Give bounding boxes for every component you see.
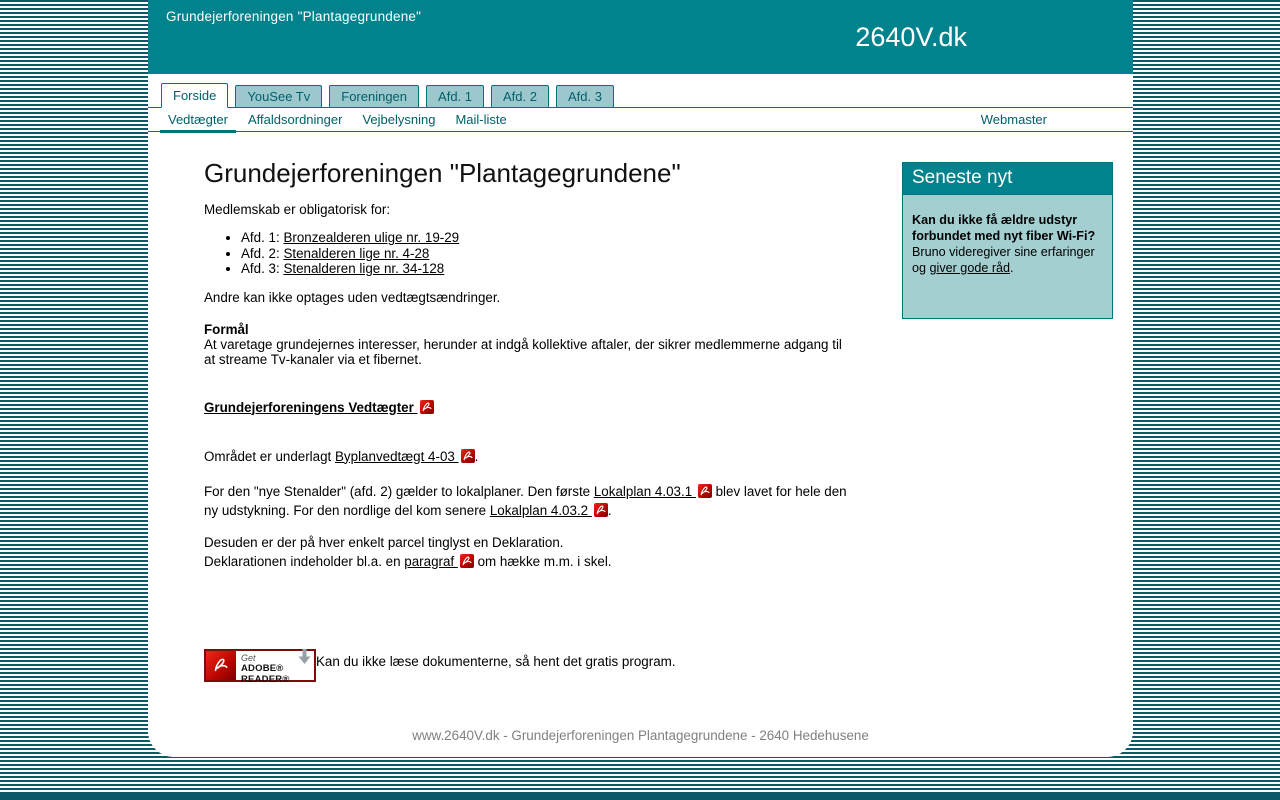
tab-afd-1[interactable]: Afd. 1	[426, 85, 484, 107]
site-header	[148, 0, 1133, 74]
adobe-reader-row	[204, 641, 854, 685]
link-lokalplan-4032[interactable]: Lokalplan 4.03.2	[489, 502, 592, 518]
declaration-line1: Desuden er der på hver enkelt parcel tinglyst en Deklaration.	[204, 534, 564, 550]
link-byplanvedtaegt[interactable]: Byplanvedtægt 4-03	[335, 448, 459, 464]
subnav-vejbelysning[interactable]: Vejbelysning	[362, 112, 436, 127]
pdf-icon[interactable]	[594, 503, 608, 517]
list-item: • Afd. 2: Stenalderen lige nr. 4-28	[241, 246, 854, 262]
news-text: Bruno videregiver sine erfaringer og giver gode råd.	[912, 245, 1095, 275]
subnav-vedtaegter[interactable]: Vedtægter	[160, 108, 236, 133]
pdf-icon[interactable]	[460, 554, 474, 568]
news-headline: Kan du ikke få ældre udstyr forbundet med nyt fiber Wi-Fi?	[912, 213, 1096, 243]
latest-news-box	[902, 162, 1113, 319]
tab-afd-2[interactable]: Afd. 2	[491, 85, 549, 107]
tab-bar	[148, 74, 1133, 108]
membership-list	[204, 230, 854, 277]
site-name: Grundejerforeningen "Plantagegrundene"	[166, 9, 422, 24]
main-content	[204, 158, 854, 685]
purpose-heading: Formål	[204, 321, 249, 337]
get-adobe-reader-badge[interactable]	[204, 649, 316, 685]
download-arrow-icon	[298, 649, 311, 665]
membership-note: Andre kan ikke optages uden vedtægtsændringer.	[204, 289, 501, 305]
tab-forside[interactable]: Forside	[161, 83, 228, 108]
membership-intro: Medlemskab er obligatorisk for:	[204, 202, 391, 217]
link-paragraf[interactable]: paragraf	[404, 553, 458, 569]
latest-news-body	[902, 194, 1113, 319]
brand-title: 2640V.dk	[855, 22, 967, 52]
subnav-mail-liste[interactable]: Mail-liste	[455, 112, 507, 127]
purpose-paragraph	[204, 322, 854, 367]
adobe-note: Kan du ikke læse dokumenterne, så hent det gratis program.	[316, 653, 676, 669]
lokalplan-paragraph: For den "nye Stenalder" (afd. 2) gælder to lokalplaner. Den første Lokalplan 4.03.1 blev lavet for hele den ny udstykning. For den nordlige del kom senere Lokalplan 4.03.2 .	[204, 483, 847, 518]
link-stenalderen-34-128[interactable]: Stenalderen lige nr. 34-128	[283, 261, 445, 276]
content-area	[148, 0, 1133, 757]
tab-yousee-tv[interactable]: YouSee Tv	[235, 85, 322, 107]
subnav-webmaster[interactable]: Webmaster	[980, 112, 1047, 127]
latest-news-title: Seneste nyt	[902, 162, 1113, 194]
link-lokalplan-4031[interactable]: Lokalplan 4.03.1	[593, 483, 696, 499]
tab-foreningen[interactable]: Foreningen	[329, 85, 419, 107]
link-vedtaegter-pdf[interactable]: Grundejerforeningens Vedtægter	[204, 399, 418, 415]
page-title: Grundejerforeningen "Plantagegrundene"	[204, 158, 681, 188]
bylaws-paragraph	[204, 400, 854, 415]
pdf-icon[interactable]	[461, 449, 475, 463]
link-stenalderen-4-28[interactable]: Stenalderen lige nr. 4-28	[283, 245, 430, 261]
pdf-icon[interactable]	[420, 400, 434, 414]
bottom-teal-bar	[0, 793, 1280, 800]
declaration-paragraph: Desuden er der på hver enkelt parcel tinglyst en Deklaration. Deklarationen indeholder bl.a. en paragraf om hække m.m. i skel.	[204, 534, 612, 569]
link-bronzealderen[interactable]: Bronzealderen ulige nr. 19-29	[283, 230, 460, 245]
area-paragraph: Området er underlagt Byplanvedtægt 4-03 .	[204, 448, 479, 464]
adobe-acrobat-icon	[206, 651, 236, 680]
link-giver-gode-raad[interactable]: giver gode råd	[929, 261, 1011, 275]
secondary-nav	[148, 108, 1133, 132]
page-footer: www.2640V.dk - Grundejerforeningen Plantagegrundene - 2640 Hedehusene	[412, 728, 869, 743]
list-item: • Afd. 3: Stenalderen lige nr. 34-128	[241, 261, 854, 277]
list-item: • Afd. 1: Bronzealderen ulige nr. 19-29	[241, 230, 854, 246]
subnav-affaldsordninger[interactable]: Affaldsordninger	[248, 112, 343, 127]
pdf-icon[interactable]	[698, 484, 712, 498]
adobe-badge-text: Get ADOBE® READER®	[241, 652, 290, 685]
purpose-text: At varetage grundejernes interesser, herunder at indgå kollektive aftaler, der sikrer medlemmerne adgang til at streame Tv-kanaler via et fibernet.	[204, 336, 842, 367]
tab-afd-3[interactable]: Afd. 3	[556, 85, 614, 107]
